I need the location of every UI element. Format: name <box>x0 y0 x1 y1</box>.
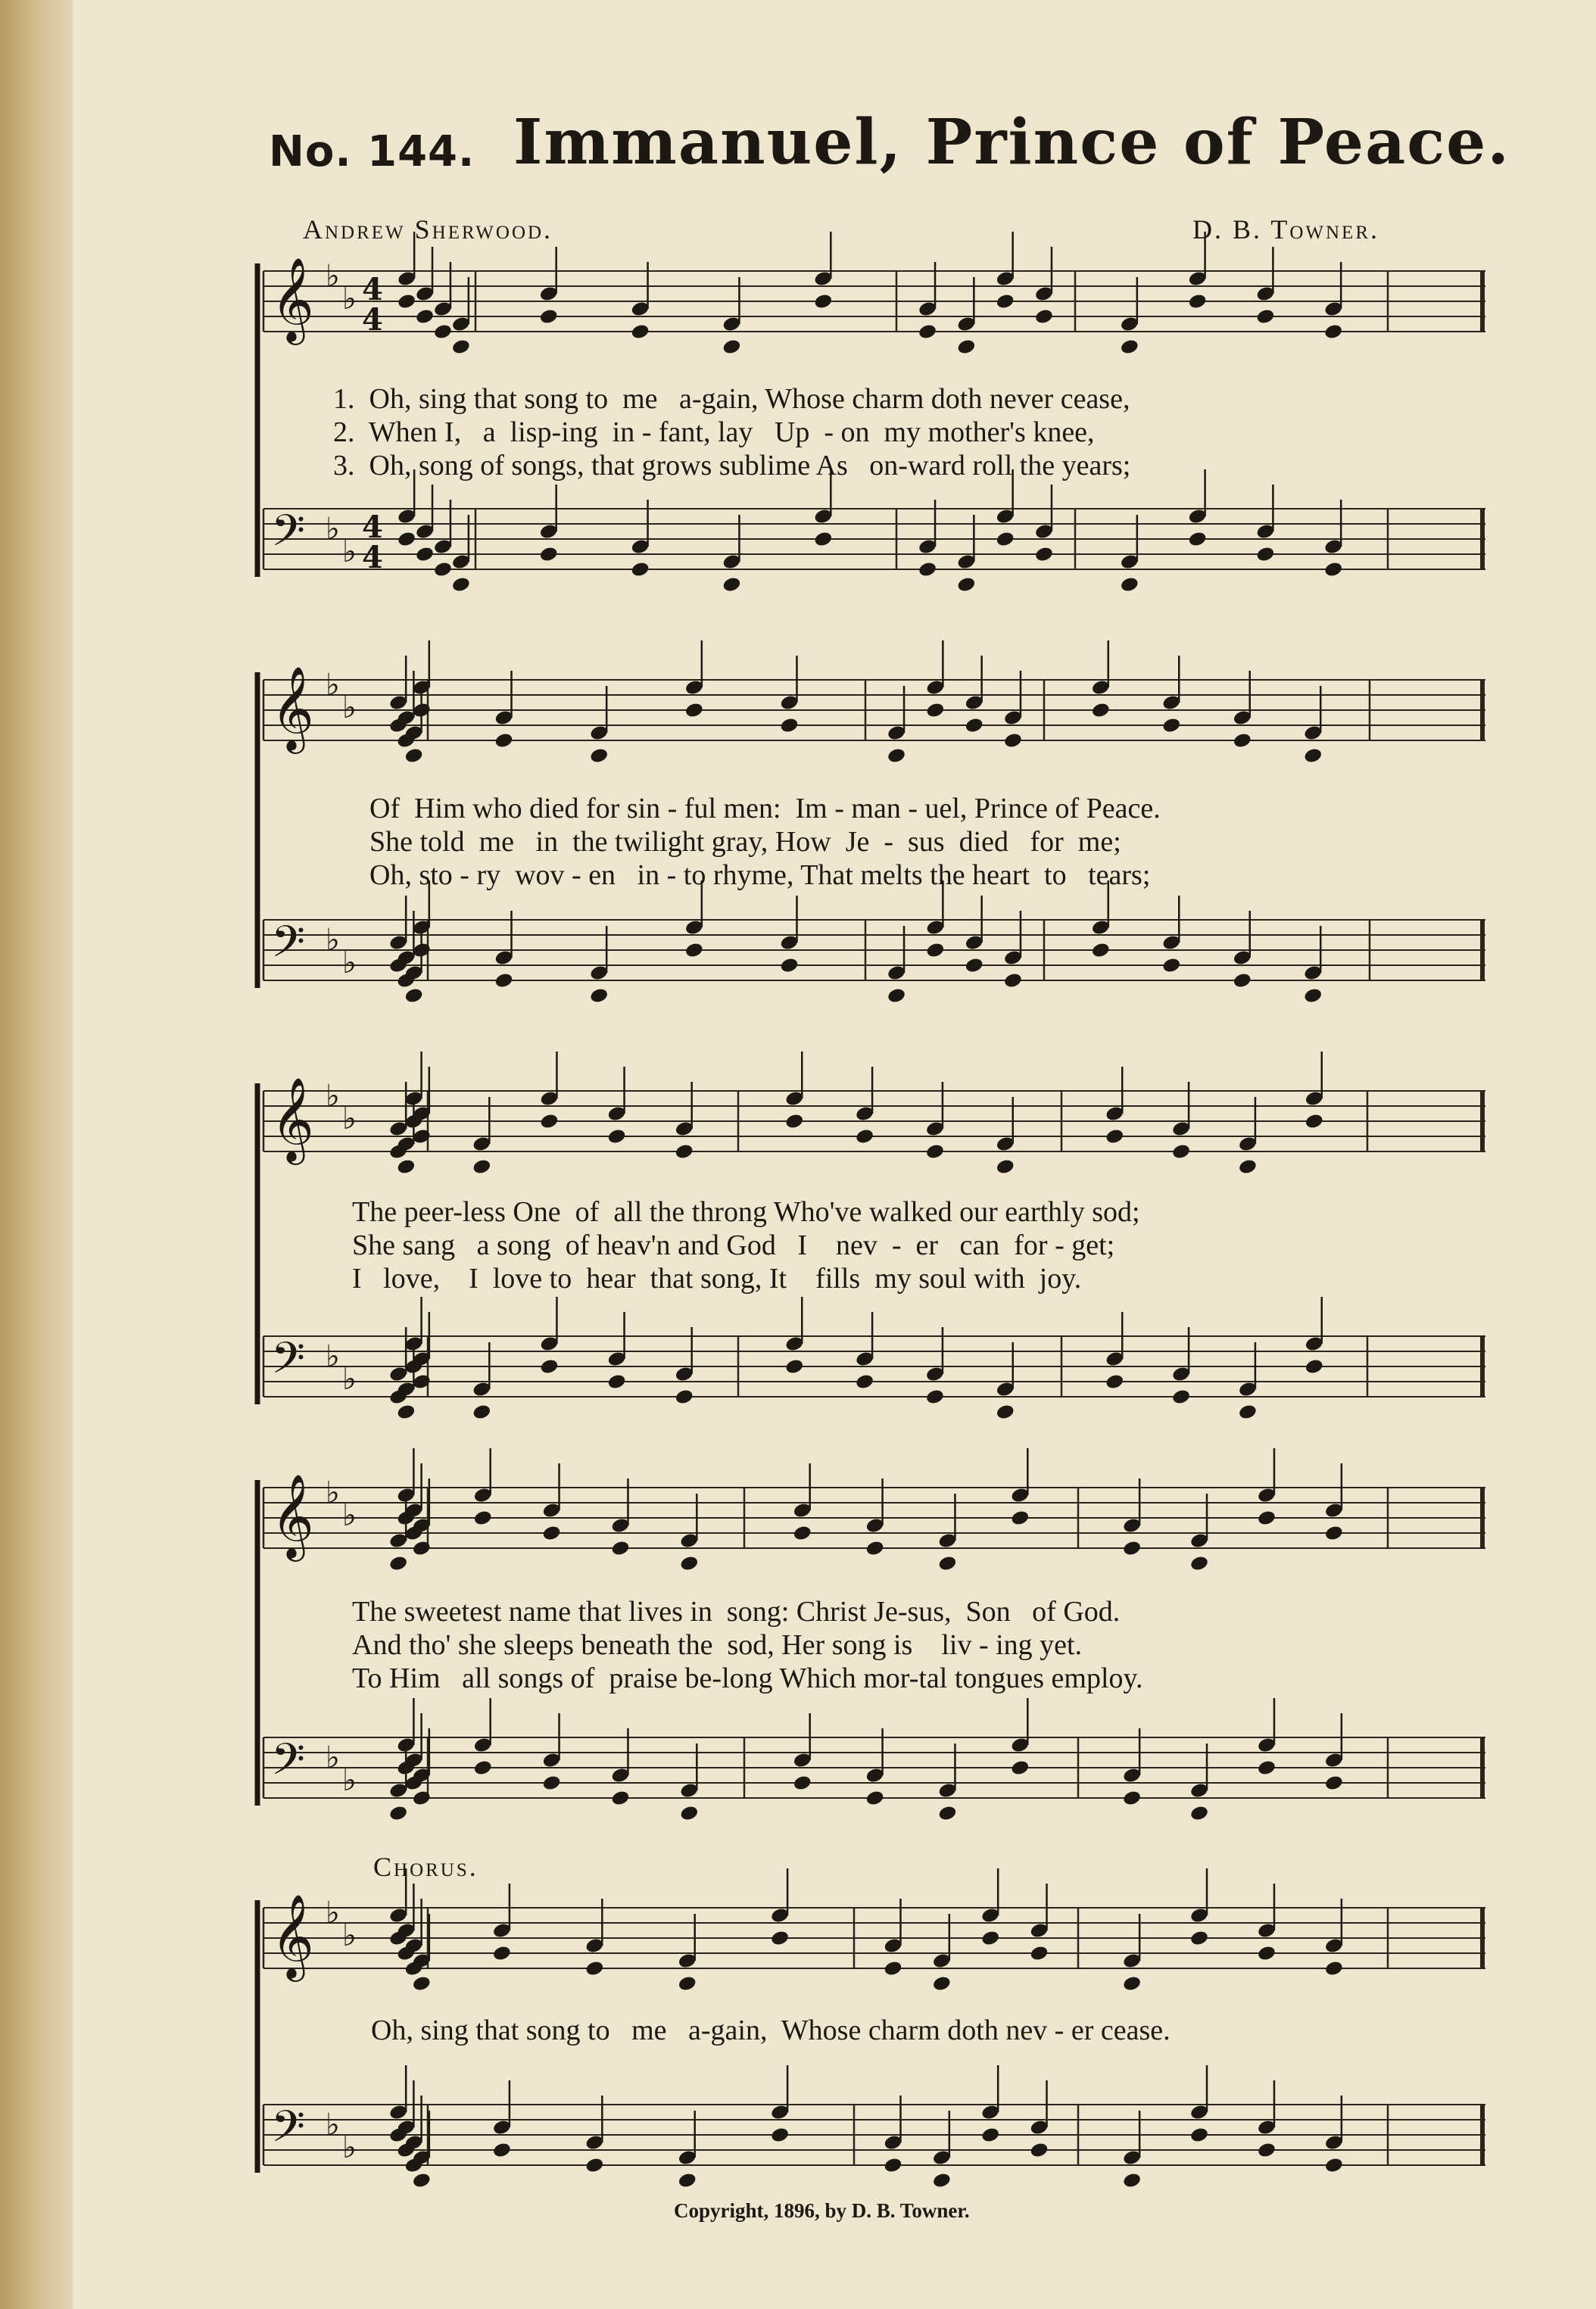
lyric-line: She told me in the twilight gray, How Je - sus died for me; <box>369 826 1121 858</box>
notehead <box>925 942 945 959</box>
lyric-line: And tho' she sleeps beneath the sod, Her song is liv - ing yet. <box>352 1629 1083 1661</box>
lyric-line: 1. Oh, sing that song to me a-gain, Whose charm doth never cease, <box>333 383 1130 415</box>
notehead <box>397 531 416 548</box>
notehead <box>433 323 453 341</box>
treble-clef-icon: 𝄞 <box>271 257 314 341</box>
notehead <box>883 1960 902 1977</box>
notehead <box>388 1555 408 1572</box>
notehead <box>610 1790 630 1807</box>
notehead <box>675 1388 694 1406</box>
notehead <box>1189 1930 1209 1947</box>
lyric-line: To Him all songs of praise be-long Which mor-tal tongues employ. <box>352 1662 1143 1694</box>
composer-credit: D. B. Towner. <box>1192 214 1379 245</box>
notehead <box>396 1158 416 1176</box>
notehead <box>589 987 609 1005</box>
notehead <box>606 1128 626 1145</box>
notehead <box>1189 1555 1209 1572</box>
notehead <box>996 293 1015 310</box>
notehead <box>1238 1404 1258 1421</box>
notehead <box>396 1404 416 1421</box>
time-signature: 4 <box>362 272 383 307</box>
notehead <box>1233 732 1252 749</box>
bass-clef-icon: 𝄢 <box>271 916 306 978</box>
flat-sign: ♭ <box>326 668 340 703</box>
notehead <box>1161 717 1181 734</box>
notehead <box>397 293 416 310</box>
notehead <box>883 2157 902 2174</box>
notehead <box>1323 323 1343 341</box>
notehead <box>855 1128 874 1145</box>
flat-sign: ♭ <box>342 1763 357 1798</box>
notehead <box>1257 2142 1276 2159</box>
notehead <box>1003 972 1023 989</box>
notehead <box>412 1975 432 1993</box>
notehead <box>1303 747 1323 765</box>
notehead <box>684 942 704 959</box>
notehead <box>996 531 1015 548</box>
notehead <box>1233 972 1252 989</box>
notehead <box>980 1930 1000 1947</box>
notehead <box>1305 1358 1324 1376</box>
notehead <box>412 2172 432 2189</box>
notehead <box>1105 1373 1124 1391</box>
notehead <box>494 972 513 989</box>
flat-sign: ♭ <box>342 1362 357 1397</box>
notehead <box>472 1404 491 1421</box>
notehead <box>1091 942 1111 959</box>
notehead <box>918 561 937 578</box>
time-signature: 4 <box>362 540 383 575</box>
notehead <box>539 1113 559 1130</box>
notehead <box>887 747 906 765</box>
flat-sign: ♭ <box>326 2108 340 2142</box>
notehead <box>1324 1960 1344 1977</box>
notehead <box>1010 1759 1030 1777</box>
notehead <box>956 338 976 356</box>
treble-clef-icon: 𝄞 <box>271 1893 314 1978</box>
flat-sign: ♭ <box>326 1475 340 1510</box>
notehead <box>937 1805 957 1822</box>
notehead <box>539 308 559 326</box>
lyric-line: The sweetest name that lives in song: Christ Je-sus, Son of God. <box>352 1596 1121 1628</box>
notehead <box>1189 2127 1209 2144</box>
notehead <box>918 323 937 341</box>
notehead <box>1029 2142 1049 2159</box>
notehead <box>925 702 945 719</box>
notehead <box>1122 1790 1142 1807</box>
flat-sign: ♭ <box>342 690 357 725</box>
notehead <box>473 1759 493 1777</box>
chorus-label: Chorus. <box>373 1852 478 1882</box>
notehead <box>433 561 453 578</box>
notehead <box>678 2172 697 2189</box>
notehead <box>1255 308 1275 326</box>
lyric-line: Oh, sing that song to me a-gain, Whose charm doth nev - er cease. <box>371 2015 1171 2046</box>
notehead <box>793 1775 812 1792</box>
flat-sign: ♭ <box>342 1498 357 1533</box>
notehead <box>684 702 704 719</box>
notehead <box>779 957 799 974</box>
notehead <box>678 1975 697 1993</box>
notehead <box>610 1540 630 1557</box>
notehead <box>865 1790 884 1807</box>
notehead <box>415 546 435 563</box>
flat-sign: ♭ <box>326 1079 340 1114</box>
notehead <box>1257 1510 1276 1527</box>
lyric-line: Oh, sto - ry wov - en in - to rhyme, That melts the heart to tears; <box>369 859 1151 891</box>
notehead <box>539 1358 559 1376</box>
flat-sign: ♭ <box>342 282 357 316</box>
flat-sign: ♭ <box>326 1339 340 1374</box>
notehead <box>1324 2157 1344 2174</box>
notehead <box>679 1555 699 1572</box>
notehead <box>1255 546 1275 563</box>
bass-clef-icon: 𝄢 <box>271 2101 306 2163</box>
notehead <box>1034 308 1054 326</box>
notehead <box>865 1540 884 1557</box>
notehead <box>813 531 833 548</box>
flat-sign: ♭ <box>342 1918 357 1953</box>
notehead <box>630 561 650 578</box>
notehead <box>1324 1525 1344 1542</box>
bass-clef-icon: 𝄢 <box>271 1734 306 1796</box>
notehead <box>965 957 984 974</box>
notehead <box>1323 561 1343 578</box>
notehead <box>1303 987 1323 1005</box>
notehead <box>932 1975 952 1993</box>
notehead <box>1122 1540 1142 1557</box>
notehead <box>606 1373 626 1391</box>
notehead <box>855 1373 874 1391</box>
notehead <box>492 1945 512 1962</box>
notehead <box>1003 732 1023 749</box>
notehead <box>932 2172 952 2189</box>
flat-sign: ♭ <box>342 534 357 569</box>
flat-sign: ♭ <box>326 1740 340 1775</box>
notehead <box>722 576 741 594</box>
lyric-line: Of Him who died for sin - ful men: Im - man - uel, Prince of Peace. <box>369 793 1161 824</box>
notehead <box>584 1960 604 1977</box>
lyric-line: 3. Oh, song of songs, that grows sublime As on-ward roll the years; <box>333 450 1131 481</box>
notehead <box>980 2127 1000 2144</box>
notehead <box>1189 1805 1209 1822</box>
notehead <box>675 1143 694 1161</box>
notehead <box>996 1158 1015 1176</box>
notehead <box>473 1510 493 1527</box>
notehead <box>887 987 906 1005</box>
notehead <box>1257 1945 1276 1962</box>
notehead <box>1034 546 1054 563</box>
notehead <box>784 1358 804 1376</box>
flat-sign: ♭ <box>326 1896 340 1930</box>
notehead <box>793 1525 812 1542</box>
notehead <box>630 323 650 341</box>
notehead <box>1161 957 1181 974</box>
notehead <box>770 1930 790 1947</box>
notehead <box>722 338 741 356</box>
treble-clef-icon: 𝄞 <box>271 665 314 750</box>
notehead <box>965 717 984 734</box>
flat-sign: ♭ <box>326 512 340 547</box>
notehead <box>589 747 609 765</box>
flat-sign: ♭ <box>326 259 340 294</box>
notehead <box>956 576 976 594</box>
notehead <box>1122 2172 1142 2189</box>
notehead <box>472 1158 491 1176</box>
notehead <box>1324 1775 1344 1792</box>
notehead <box>784 1113 804 1130</box>
notehead <box>937 1555 957 1572</box>
notehead <box>1188 531 1208 548</box>
notehead <box>1091 702 1111 719</box>
time-signature: 4 <box>362 509 383 545</box>
notehead <box>1010 1510 1030 1527</box>
time-signature: 4 <box>362 302 383 338</box>
notehead <box>1238 1158 1258 1176</box>
notehead <box>388 1805 408 1822</box>
flat-sign: ♭ <box>326 923 340 958</box>
lyric-line: 2. When I, a lisp-ing in - fant, lay Up - on my mother's knee, <box>333 416 1095 448</box>
notehead <box>451 576 471 594</box>
notehead <box>404 987 424 1005</box>
notehead <box>813 293 833 310</box>
notehead <box>541 1775 561 1792</box>
notehead <box>996 1404 1015 1421</box>
notehead <box>415 308 435 326</box>
hymn-title: Immanuel, Prince of Peace. <box>513 106 1510 179</box>
flat-sign: ♭ <box>342 1102 357 1136</box>
lyricist-credit: Andrew Sherwood. <box>303 214 553 245</box>
lyric-line: The peer-less One of all the throng Who've walked our earthly sod; <box>352 1196 1140 1228</box>
notehead <box>539 546 559 563</box>
notehead <box>1029 1945 1049 1962</box>
copyright-notice: Copyright, 1896, by D. B. Towner. <box>674 2199 970 2222</box>
notehead <box>1120 576 1139 594</box>
notehead <box>541 1525 561 1542</box>
treble-clef-icon: 𝄞 <box>271 1077 314 1161</box>
notehead <box>925 1143 945 1161</box>
notehead <box>404 747 424 765</box>
notehead <box>492 2142 512 2159</box>
lyric-line: She sang a song of heav'n and God I nev - er can for - get; <box>352 1229 1115 1261</box>
notehead <box>1171 1388 1191 1406</box>
notehead <box>1257 1759 1276 1777</box>
notehead <box>451 338 471 356</box>
notehead <box>1305 1113 1324 1130</box>
notehead <box>779 717 799 734</box>
notehead <box>1105 1128 1124 1145</box>
notehead <box>1120 338 1139 356</box>
lyric-line: I love, I love to hear that song, It fills my soul with joy. <box>352 1263 1082 1295</box>
bass-clef-icon: 𝄢 <box>271 505 306 567</box>
notehead <box>584 2157 604 2174</box>
notehead <box>1171 1143 1191 1161</box>
notehead <box>1188 293 1208 310</box>
notehead <box>925 1388 945 1406</box>
notehead <box>494 732 513 749</box>
bass-clef-icon: 𝄢 <box>271 1332 306 1394</box>
notehead <box>679 1805 699 1822</box>
flat-sign: ♭ <box>342 2130 357 2165</box>
notehead <box>770 2127 790 2144</box>
hymn-number: No. 144. <box>269 127 475 176</box>
treble-clef-icon: 𝄞 <box>271 1473 314 1558</box>
flat-sign: ♭ <box>342 946 357 980</box>
notehead <box>1122 1975 1142 1993</box>
